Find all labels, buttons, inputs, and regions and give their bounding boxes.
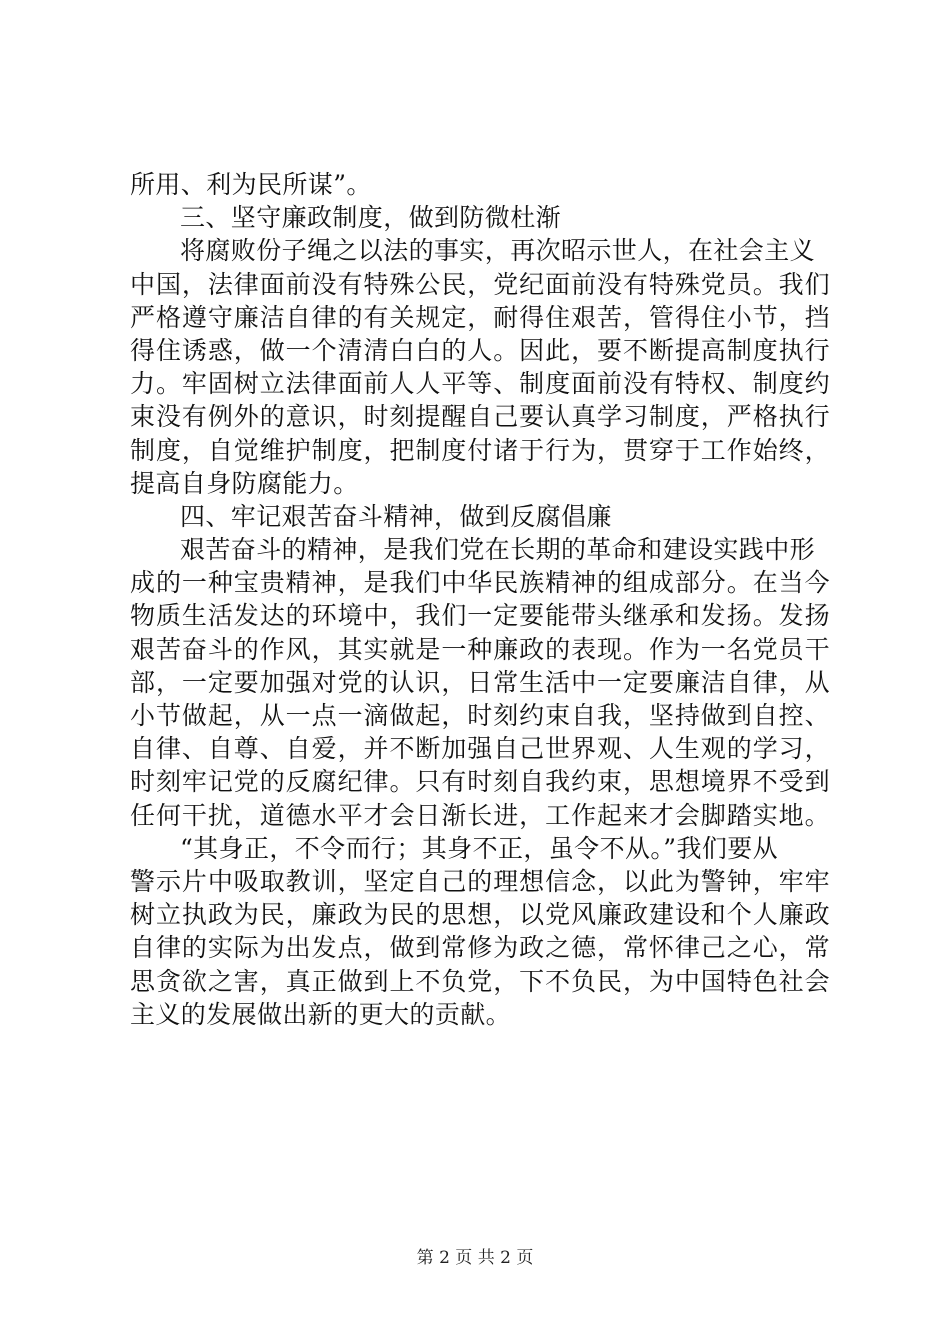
text-line: 艰苦奋斗的精神，是我们党在长期的革命和建设实践中形 (180, 535, 816, 565)
text-line: 任何干扰，道德水平才会日渐长进，工作起来才会脚踏实地。 (130, 800, 830, 830)
text-line: 得住诱惑，做一个清清白白的人。因此，要不断提高制度执行 (130, 335, 830, 365)
text-line: 提高自身防腐能力。 (130, 468, 359, 498)
text-line: 思贪欲之害，真正做到上不负党，下不负民，为中国特色社会 (130, 966, 830, 996)
page-number-footer: 第 2 页 共 2 页 (416, 1248, 534, 1268)
text-line: 严格遵守廉洁自律的有关规定，耐得住艰苦，管得住小节，挡 (130, 302, 830, 332)
text-line: 艰苦奋斗的作风，其实就是一种廉政的表现。作为一名党员干 (130, 634, 830, 664)
text-line: 力。牢固树立法律面前人人平等、制度面前没有特权、制度约 (130, 369, 830, 399)
text-line: 物质生活发达的环境中，我们一定要能带头继承和发扬。发扬 (130, 601, 830, 631)
text-line: 制度，自觉维护制度，把制度付诸于行为，贯穿于工作始终， (130, 435, 830, 465)
text-line: “其身正，不令而行；其身不正，虽令不从。”我们要从 (180, 833, 779, 863)
text-line: 警示片中吸取教训，坚定自己的理想信念，以此为警钟，牢牢 (130, 866, 830, 896)
text-line: 将腐败份子绳之以法的事实，再次昭示世人，在社会主义 (180, 236, 816, 266)
text-line: 自律的实际为出发点，做到常修为政之德，常怀律己之心，常 (130, 933, 830, 963)
text-line: 部，一定要加强对党的认识，日常生活中一定要廉洁自律，从 (130, 667, 830, 697)
text-line: 树立执政为民，廉政为民的思想，以党风廉政建设和个人廉政 (130, 900, 830, 930)
text-line: 主义的发展做出新的更大的贡献。 (130, 999, 512, 1029)
text-line: 成的一种宝贵精神，是我们中华民族精神的组成部分。在当今 (130, 568, 830, 598)
text-line: 小节做起，从一点一滴做起，时刻约束自我，坚持做到自控、 (130, 701, 830, 730)
text-line: 中国，法律面前没有特殊公民，党纪面前没有特殊党员。我们 (130, 269, 830, 299)
text-line: 所用、利为民所谋”。 (130, 170, 372, 199)
text-line: 时刻牢记党的反腐纪律。只有时刻自我约束，思想境界不受到 (130, 767, 830, 797)
text-line: 束没有例外的意识，时刻提醒自己要认真学习制度，严格执行 (130, 402, 830, 432)
section-heading: 三、坚守廉政制度，做到防微杜渐 (180, 203, 562, 233)
section-heading: 四、牢记艰苦奋斗精神，做到反腐倡廉 (180, 501, 612, 531)
document-body (130, 168, 830, 1031)
text-line: 自律、自尊、自爱，并不断加强自己世界观、人生观的学习， (130, 734, 830, 764)
